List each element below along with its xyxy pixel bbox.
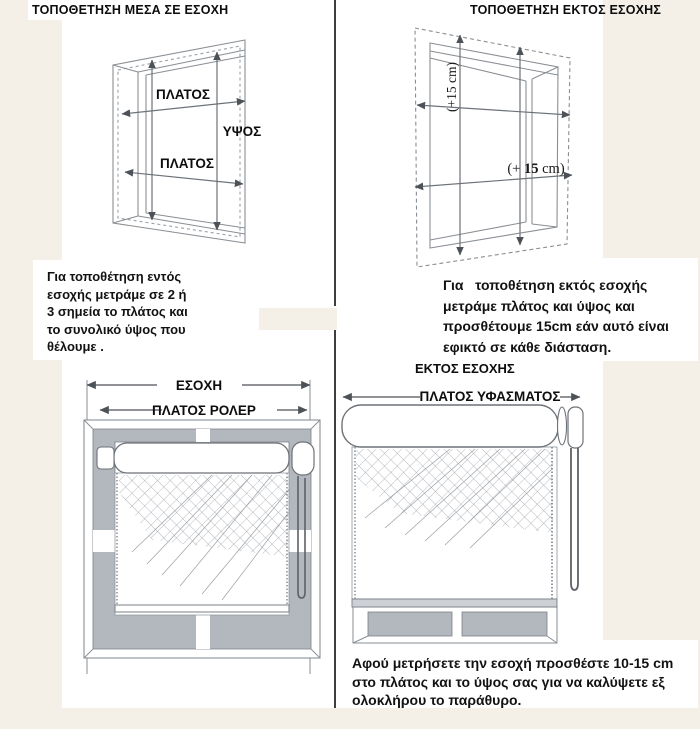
roller-tube bbox=[114, 443, 289, 473]
text-inside-recess-instructions bbox=[47, 268, 188, 356]
roller-tube bbox=[342, 405, 558, 447]
width-label-top: ΠΛΑΤΟΣ bbox=[156, 87, 210, 102]
text-line: Για τοποθέτηση εκτός εσοχής bbox=[443, 277, 648, 293]
width-add-label: (+ 15 cm) bbox=[507, 161, 565, 177]
text-measure-recess-instructions bbox=[352, 654, 673, 710]
roller-bracket-left bbox=[97, 447, 114, 469]
height-label: ΥΨΟΣ bbox=[222, 124, 262, 139]
text-line: θέλουμε . bbox=[47, 339, 104, 354]
bottom-bar bbox=[352, 599, 557, 607]
frame-slot-left bbox=[93, 530, 115, 552]
diagram-install-outside-recess bbox=[405, 18, 585, 273]
window-below bbox=[353, 607, 557, 643]
text-line: 3 σημεία το πλάτος και bbox=[47, 304, 188, 319]
text-line: ολοκλήρου το παράθυρο. bbox=[352, 692, 522, 708]
text-line: Για τοποθέτηση εντός bbox=[47, 269, 182, 284]
roller-chain bbox=[571, 448, 578, 590]
diagram-roller-inside-recess bbox=[62, 372, 340, 690]
text-line: εφικτό σε κάθε διάσταση. bbox=[443, 338, 612, 355]
roller-clutch bbox=[558, 407, 567, 445]
text-line: το συνολικό ύψος που bbox=[47, 321, 186, 337]
diagram-roller-outside-recess bbox=[340, 383, 595, 648]
frame-slot-bottom bbox=[196, 615, 210, 649]
title-inside-recess: ΤΟΠΟΘΕΤΗΣΗ ΜΕΣΑ ΣΕ ΕΣΟΧΗ bbox=[32, 3, 229, 17]
heading-outside-recess: ΕΚΤΟΣ ΕΣΟΧΗΣ bbox=[415, 361, 515, 376]
title-outside-recess: ΤΟΠΟΘΕΤΗΣΗ ΕΚΤΟΣ ΕΣΟΧΗΣ bbox=[470, 3, 662, 17]
text-line: εσοχής μετράμε σε 2 ή bbox=[47, 286, 187, 302]
diagram-install-inside-recess bbox=[90, 20, 290, 250]
text-line: Αφού μετρήσετε την εσοχή προσθέστε 10-15 cm bbox=[352, 655, 674, 671]
text-outside-recess-instructions bbox=[443, 275, 669, 357]
roller-cap-right bbox=[568, 407, 583, 448]
window-pane-left bbox=[368, 612, 452, 636]
text-line: προσθέτουμε 15cm εάν αυτό είναι bbox=[443, 318, 669, 334]
roller-blind bbox=[97, 442, 314, 615]
frame-slot-top bbox=[196, 429, 210, 442]
width-label-bottom: ΠΛΑΤΟΣ bbox=[160, 156, 214, 171]
window-frame bbox=[113, 40, 245, 243]
window-pane-right bbox=[462, 612, 547, 636]
roller-cap-right bbox=[292, 442, 314, 475]
roller-blind bbox=[342, 405, 583, 607]
bottom-bar bbox=[115, 605, 289, 612]
recess-label: ΕΣΟΧΗ bbox=[175, 378, 223, 393]
fabric-width-label: ΠΛΑΤΟΣ ΥΦΑΣΜΑΤΟΣ bbox=[419, 389, 561, 404]
text-line: μετράμε πλάτος και ύψος και bbox=[443, 297, 635, 314]
height-add-label: (+15 cm) bbox=[444, 62, 459, 112]
section-divider-top bbox=[334, 0, 336, 306]
frame-slot-right bbox=[289, 530, 311, 552]
text-line: στο πλάτος και το ύψος σας για να καλύψετε εξ bbox=[352, 673, 665, 690]
roller-width-label: ΠΛΑΤΟΣ ΡΟΛΕΡ bbox=[152, 403, 256, 418]
